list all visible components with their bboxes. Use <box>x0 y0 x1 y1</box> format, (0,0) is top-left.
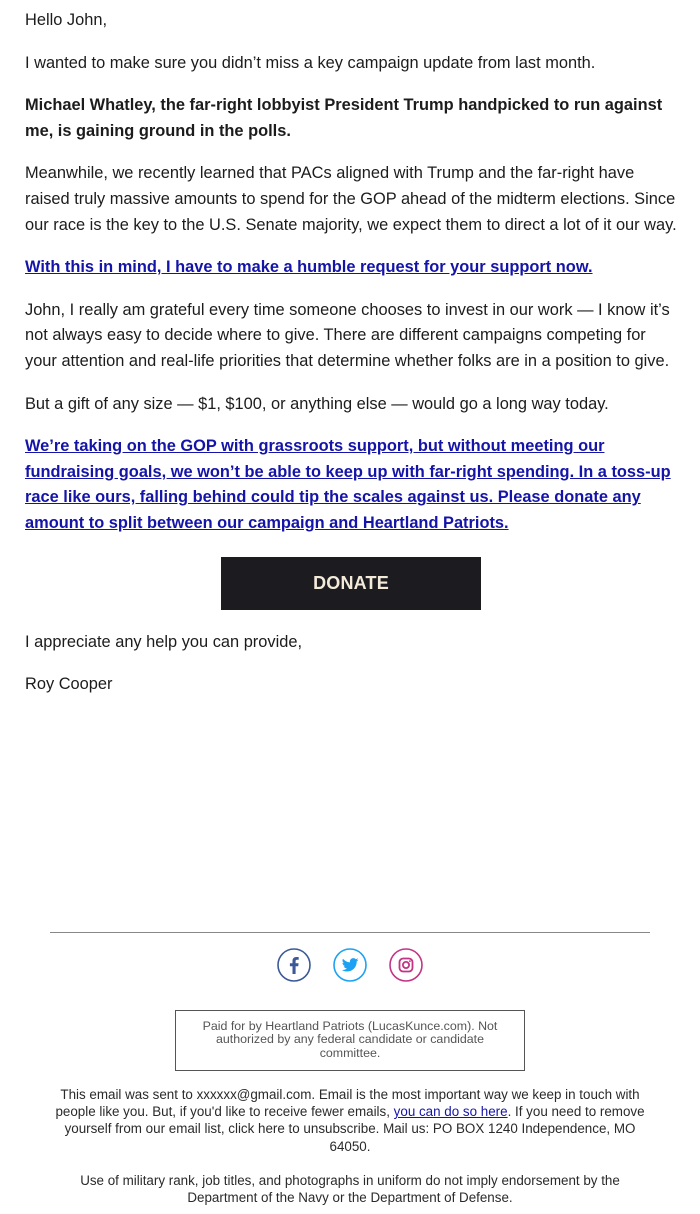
sent-middle: . Email is the most important way we keep in touch with people like you. But, if you'd like to receive fewer emails, <box>55 1087 640 1120</box>
donate-button[interactable]: DONATE <box>221 557 481 610</box>
grassroots-donate-link[interactable]: We’re taking on the GOP with grassroots support, but without meeting our fundraising goals, we won’t be able to keep up with far-right spending. In a toss-up race like ours, falling behind could tip the scales against us. Please donate any amount to split between our campaign and Heartland Patriots. <box>25 437 671 532</box>
email-footer <box>0 932 700 1206</box>
recipient-email: xxxxxx@gmail.com <box>196 1087 312 1102</box>
fewer-emails-link[interactable]: you can do so here <box>393 1104 508 1120</box>
instagram-icon[interactable] <box>389 948 423 982</box>
pacs-paragraph: Meanwhile, we recently learned that PACs aligned with Trump and the far-right have raised truly massive amounts to spend for the GOP ahead of the midterm elections. Since our race is the key to the U.S. Senate majority, we expect them to direct a lot of it our way. <box>25 164 677 234</box>
sent-suffix: . If you need to remove yourself from our email list, click here to unsubscribe. Mail us: PO BOX 1240 Independence, MO 64050. <box>64 1104 645 1154</box>
sent-prefix: This email was sent to <box>60 1087 197 1102</box>
bold-paragraph: Michael Whatley, the far-right lobbyist President Trump handpicked to run against me, is gaining ground in the polls. <box>25 96 663 140</box>
twitter-icon[interactable] <box>333 948 367 982</box>
footer-divider <box>50 932 650 933</box>
facebook-icon[interactable] <box>277 948 311 982</box>
paid-for-disclaimer-box: Paid for by Heartland Patriots (LucasKunce.com). Not authorized by any federal candidate or candidate committee. <box>175 1010 525 1071</box>
closing-line: I appreciate any help you can provide, <box>25 632 303 651</box>
gift-paragraph: But a gift of any size — $1, $100, or anything else — would go a long way today. <box>25 394 609 413</box>
grateful-paragraph: John, I really am grateful every time someone chooses to invest in our work — I know it’s not always easy to decide where to give. There are different campaigns competing for your attention and real-life priorities that determine whether folks are in a position to give. <box>25 300 670 370</box>
signature: Roy Cooper <box>25 675 113 694</box>
greeting: Hello John, <box>25 11 108 29</box>
military-disclaimer: Use of military rank, job titles, and photographs in uniform do not imply endorsement by the Department of the Navy or the Department of Defense. <box>80 1172 620 1206</box>
support-request-link[interactable]: With this in mind, I have to make a humble request for your support now. <box>25 258 593 277</box>
intro-paragraph: I wanted to make sure you didn’t miss a key campaign update from last month. <box>25 53 596 72</box>
donate-button-row <box>25 557 677 610</box>
email-sent-notice <box>45 1086 655 1155</box>
email-body <box>25 8 677 715</box>
social-links <box>0 948 700 988</box>
